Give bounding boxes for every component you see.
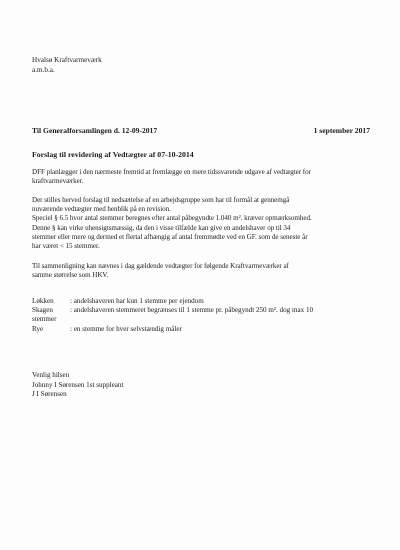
- paragraph-line: samme størrelse som HKV.: [32, 271, 109, 280]
- signer-line: Johnny I Sørensen 1st suppleant: [32, 380, 124, 389]
- paragraph-line: kraftvarmeværker.: [32, 177, 84, 186]
- plant-rule: : andelshaveren har kun 1 stemme per ejendom: [70, 297, 204, 305]
- plant-name: Løkken: [32, 297, 54, 305]
- plant-rule: : en stemme for hver selvstændig måler: [70, 324, 182, 333]
- paragraph-line: Speciel § 6.5 hvor antal stemmer beregnes efter antal påbegyndte 1.040 m². kræver opmærksomhed.: [32, 214, 312, 223]
- meeting-heading: Til Generalforsamlingen d. 12-09-2017: [32, 126, 158, 135]
- meeting-row: [32, 126, 370, 136]
- plant-rule: : andelshaveren stemmeret begrænses til 1 stemme pr. påbegyndt 250 m². dog max 10: [70, 306, 314, 315]
- plant-rule-continuation: stemmer: [32, 315, 57, 324]
- paragraph-line: Denne § kan virke uhensigtsmæssig, da den i visse tilfælde kan give en andelshaver op til 34: [32, 223, 291, 232]
- closing-block: [32, 371, 123, 400]
- plant-name: Skagen: [32, 306, 53, 315]
- plant-row: [32, 306, 374, 315]
- paragraph-intro: [32, 168, 374, 186]
- plant-row: [32, 325, 374, 334]
- paragraph-proposal: [32, 196, 374, 251]
- subject-line: Forslag til revidering af Vedtægter af 07-10-2014: [32, 150, 194, 159]
- sender-form: a.m.b.a.: [32, 66, 55, 74]
- paragraph-comparison: [32, 262, 374, 280]
- plant-row: [32, 315, 374, 324]
- paragraph-line: stemmer eller mere og dermed et flertal afhængig af antal fremmødte ved en GF. som de seneste år: [32, 232, 308, 241]
- closing-greeting: Venlig hilsen: [32, 371, 70, 379]
- letter-date: 1 september 2017: [313, 126, 370, 135]
- paragraph-line: nuværende vedtægter med henblik på en revision.: [32, 205, 171, 214]
- sender-block: [32, 55, 102, 75]
- plant-row: [32, 297, 374, 306]
- plant-comparison-list: [32, 297, 374, 334]
- paragraph-line: har været < 15 stemmer.: [32, 242, 100, 251]
- paragraph-line: Til sammenligning kan nævnes i dag gældende vedtægter for følgende Kraftvarmeværker af: [32, 262, 289, 270]
- signer-line: J I Sørensen: [32, 390, 67, 399]
- sender-name: Hvalsø Kraftvarmeværk: [32, 56, 102, 64]
- paragraph-line: DFF planlægger i den nærmeste fremtid at fremlægge en mere tidssvarende udgave af vedtægter for: [32, 168, 311, 176]
- plant-name: Rye: [32, 324, 44, 333]
- paragraph-line: Der stilles herved forslag til nedsættelse af en arbejdsgruppe som har til formål at gennemgå: [32, 196, 290, 204]
